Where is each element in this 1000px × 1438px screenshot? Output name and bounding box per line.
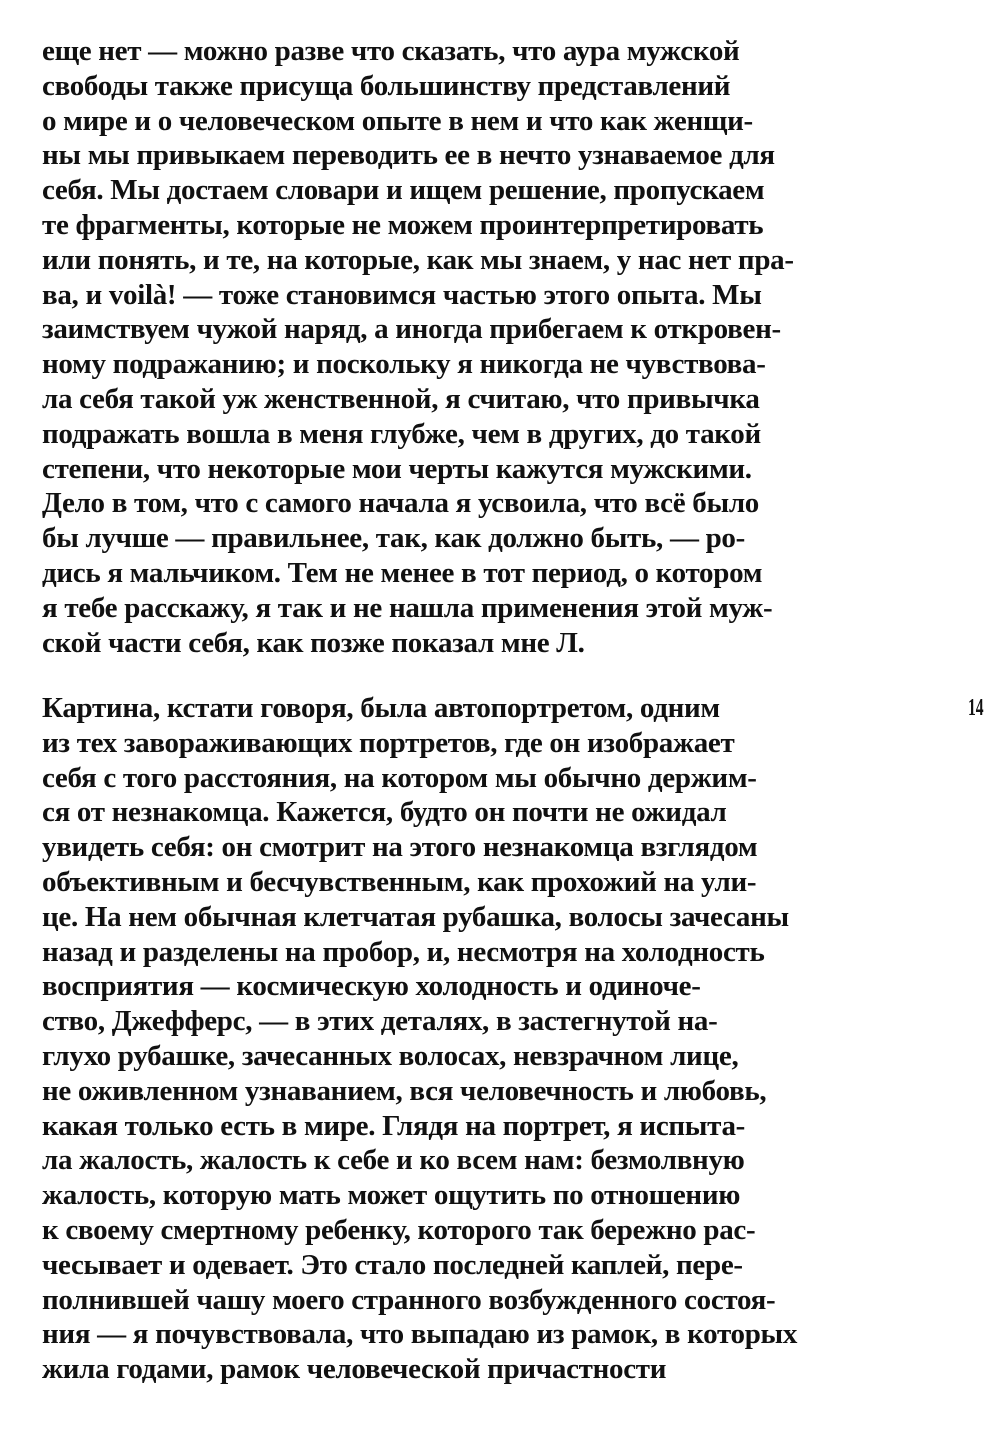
text-line: свободы также присуща большинству представлений: [42, 69, 731, 102]
text-line: к своему смертному ребенку, которого так бережно рас-: [42, 1213, 756, 1246]
text-line: глухо рубашке, зачесанных волосах, невзрачном лице,: [42, 1039, 739, 1072]
text-line: ния — я почувствовала, что выпадаю из рамок, в которых: [42, 1318, 798, 1351]
text-line: себя. Мы достаем словари и ищем решение, пропускаем: [42, 174, 765, 207]
text-line: ство, Джефферс, — в этих деталях, в застегнутой на-: [42, 1005, 718, 1038]
text-line: ны мы привыкаем переводить ее в нечто узнаваемое для: [42, 139, 775, 172]
page-number: 14: [968, 695, 984, 721]
text-line: восприятия — космическую холодность и одиноче-: [42, 970, 701, 1003]
text-line: какая только есть в мире. Глядя на портрет, я испыта-: [42, 1109, 745, 1142]
text-line: назад и разделены на пробор, и, несмотря на холодность: [42, 935, 765, 968]
text-line: ся от незнакомца. Кажется, будто он почти не ожидал: [42, 796, 727, 829]
text-line: полнившей чашу моего странного возбужденного состоя-: [42, 1283, 776, 1316]
text-line: я тебе расскажу, я так и не нашла применения этой муж-: [42, 591, 773, 624]
text-line: не оживленном узнаванием, вся человечность и любовь,: [42, 1074, 767, 1107]
text-line: еще нет — можно разве что сказать, что аура мужской: [42, 35, 740, 67]
text-line: Дело в том, что с самого начала я усвоила, что всё было: [42, 487, 759, 520]
paragraph-2: [42, 691, 842, 1387]
text-line: ла себя такой уж женственной, я считаю, что привычка: [42, 382, 760, 415]
text-line: дись я мальчиком. Тем не менее в тот период, о котором: [42, 556, 763, 589]
text-line: Картина, кстати говоря, была автопортретом, одним: [42, 692, 720, 724]
text-line: це. На нем обычная клетчатая рубашка, волосы зачесаны: [42, 900, 789, 933]
text-line: те фрагменты, которые не можем проинтерпретировать: [42, 208, 764, 241]
text-line: ла жалость, жалость к себе и ко всем нам: безмолвную: [42, 1144, 745, 1177]
text-line: объективным и бесчувственным, как прохожий на ули-: [42, 865, 757, 898]
text-line: из тех завораживающих портретов, где он изображает: [42, 726, 735, 759]
paragraph-1: [42, 34, 842, 660]
text-line: заимствуем чужой наряд, а иногда прибегаем к откровен-: [42, 313, 781, 346]
text-line: увидеть себя: он смотрит на этого незнакомца взглядом: [42, 831, 758, 864]
text-line: себя с того расстояния, на котором мы обычно держим-: [42, 761, 757, 794]
text-line: жила годами, рамок человеческой причастности: [42, 1353, 667, 1386]
text-line: жалость, которую мать может ощутить по отношению: [42, 1179, 741, 1212]
text-line: ному подражанию; и поскольку я никогда не чувствова-: [42, 348, 766, 381]
text-line: ва, и voilà! — тоже становимся частью этого опыта. Мы: [42, 278, 762, 311]
text-line: чесывает и одевает. Это стало последней каплей, пере-: [42, 1248, 743, 1281]
text-line: степени, что некоторые мои черты кажутся мужскими.: [42, 452, 752, 485]
text-line: ской части себя, как позже показал мне Л.: [42, 626, 585, 659]
text-line: подражать вошла в меня глубже, чем в других, до такой: [42, 417, 761, 450]
text-line: о мире и о человеческом опыте в нем и что как женщи-: [42, 104, 753, 137]
text-line: бы лучше — правильнее, так, как должно быть, — ро-: [42, 522, 745, 555]
text-line: или понять, и те, на которые, как мы знаем, у нас нет пра-: [42, 243, 794, 276]
